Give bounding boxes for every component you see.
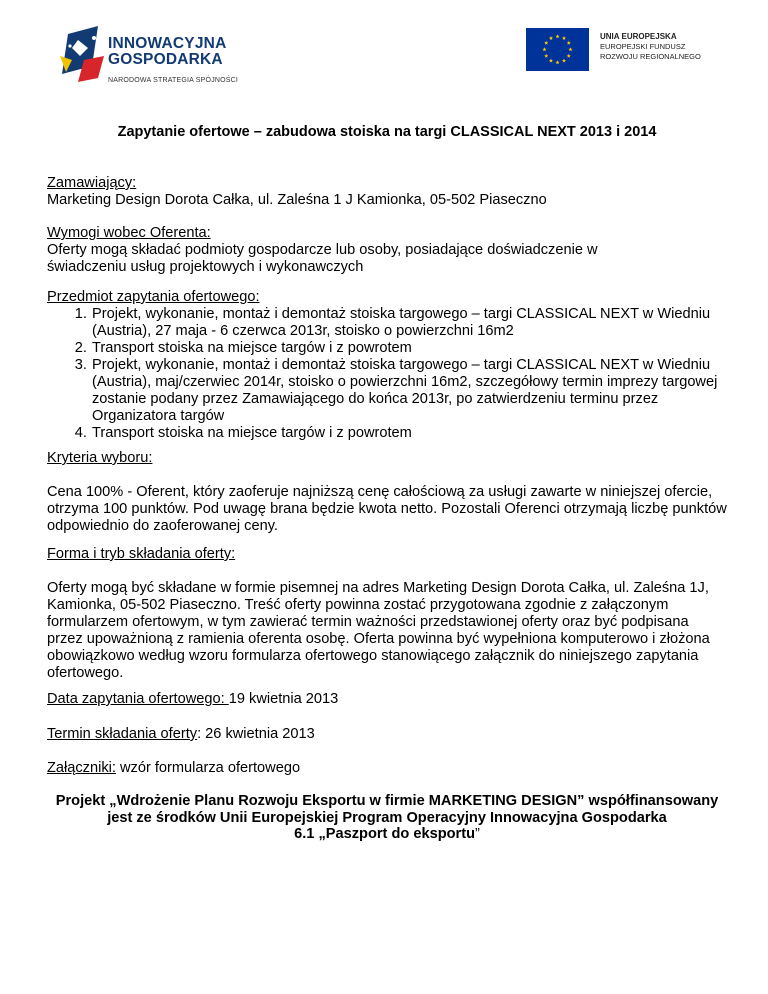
criteria-text: Cena 100% - Oferent, który zaoferuje najniższą cenę całościową za usługi zawarte w niniejszej ofercie, otrzyma 100 punktów. Pod uwagę brana będzie kwota netto. Pozostali Oferenci otrzymają liczbę punktów odpowiednio do zaoferowanej ceny. — [47, 484, 727, 534]
list-item: 3. Projekt, wykonanie, montaż i demontaż stoiska targowego – targi CLASSICAL NEXT w Wiedniu (Austria), maj/czerwiec 2014r, stoisko o powierzchni 16m2, szczegółowy termin imprezy targowej zostanie podany przez Zamawiającego do końca 2013r, po zatwierdzeniu terminu przez Organizatora targów — [91, 357, 727, 425]
page-header — [0, 20, 768, 90]
eu-flag-icon — [526, 28, 589, 71]
inquiry-date-value: 19 kwietnia 2013 — [228, 691, 339, 707]
subject-heading: Przedmiot zapytania ofertowego: — [47, 289, 260, 305]
footer-line-3: 6.1 „Paszport do eksportu — [294, 826, 475, 842]
criteria-heading: Kryteria wyboru: — [47, 450, 153, 466]
footer-line-1: Projekt „Wdrożenie Planu Rozwoju Eksportu w firmie MARKETING DESIGN” współfinansowany — [55, 793, 719, 809]
project-footer — [47, 793, 727, 843]
attachments — [47, 760, 727, 777]
ordering-party-section — [47, 175, 727, 209]
attachments-value: wzór formularza ofertowego — [115, 760, 301, 776]
inquiry-date — [47, 691, 727, 708]
requirements-text: Oferty mogą składać podmioty gospodarcze lub osoby, posiadające doświadczenie w świadczeniu usług projektowych i wykonawczych — [47, 242, 598, 275]
requirements-section — [47, 225, 727, 276]
footer-line-2: jest ze środków Unii Europejskiej Program Operacyjny Innowacyjna Gospodarka — [107, 809, 667, 826]
list-item: 4. Transport stoiska na miejsce targów i z powrotem — [91, 425, 727, 442]
form-heading: Forma i tryb składania oferty: — [47, 546, 236, 562]
ordering-party-text: Marketing Design Dorota Całka, ul. Zaleśna 1 J Kamionka, 05-502 Piaseczno — [47, 192, 547, 208]
ig-logo-icon — [58, 26, 106, 82]
subject-section — [47, 289, 727, 442]
footer-line-3-end: ” — [474, 826, 480, 842]
innowacyjna-gospodarka-logo — [58, 26, 258, 86]
subject-list — [47, 306, 727, 442]
eu-logo — [526, 28, 726, 73]
inquiry-date-label: Data zapytania ofertowego: — [47, 691, 229, 707]
form-section — [47, 546, 727, 682]
deadline — [47, 726, 727, 743]
deadline-value: : 26 kwietnia 2013 — [197, 726, 315, 742]
ordering-party-heading: Zamawiający: — [47, 175, 137, 191]
eu-text: UNIA EUROPEJSKA EUROPEJSKI FUNDUSZ ROZWOJU REGIONALNEGO — [600, 32, 701, 61]
deadline-label: Termin składania oferty — [47, 726, 198, 742]
list-item: 2. Transport stoiska na miejsce targów i z powrotem — [91, 340, 727, 357]
ig-subtitle: NARODOWA STRATEGIA SPÓJNOŚCI — [108, 77, 239, 84]
attachments-label: Załączniki: — [47, 760, 116, 776]
requirements-heading: Wymogi wobec Oferenta: — [47, 225, 211, 241]
document-title: Zapytanie ofertowe – zabudowa stoiska na targi CLASSICAL NEXT 2013 i 2014 — [117, 124, 657, 140]
criteria-section — [47, 450, 727, 535]
ig-title: INNOWACYJNA GOSPODARKA — [108, 35, 227, 68]
list-item: 1. Projekt, wykonanie, montaż i demontaż stoiska targowego – targi CLASSICAL NEXT w Wiedniu (Austria), 27 maja - 6 czerwca 2013r, stoisko o powierzchni 16m2 — [91, 306, 727, 340]
form-text: Oferty mogą być składane w formie pisemnej na adres Marketing Design Dorota Całka, ul. Zaleśna 1J, Kamionka, 05-502 Piaseczno. Treść oferty powinna zostać przygotowana zgodnie z załączonym formularzem ofertowym, w tym zawierać termin ważności przedstawionej oferty oraz być podpisana przez upoważnioną z ramienia oferenta osobę. Oferta powinna być wypełniona komputerowo i złożona obowiązkowo według wzoru formularza ofertowego stanowiącego załącznik do niniejszego zapytania ofertowego. — [47, 580, 710, 681]
